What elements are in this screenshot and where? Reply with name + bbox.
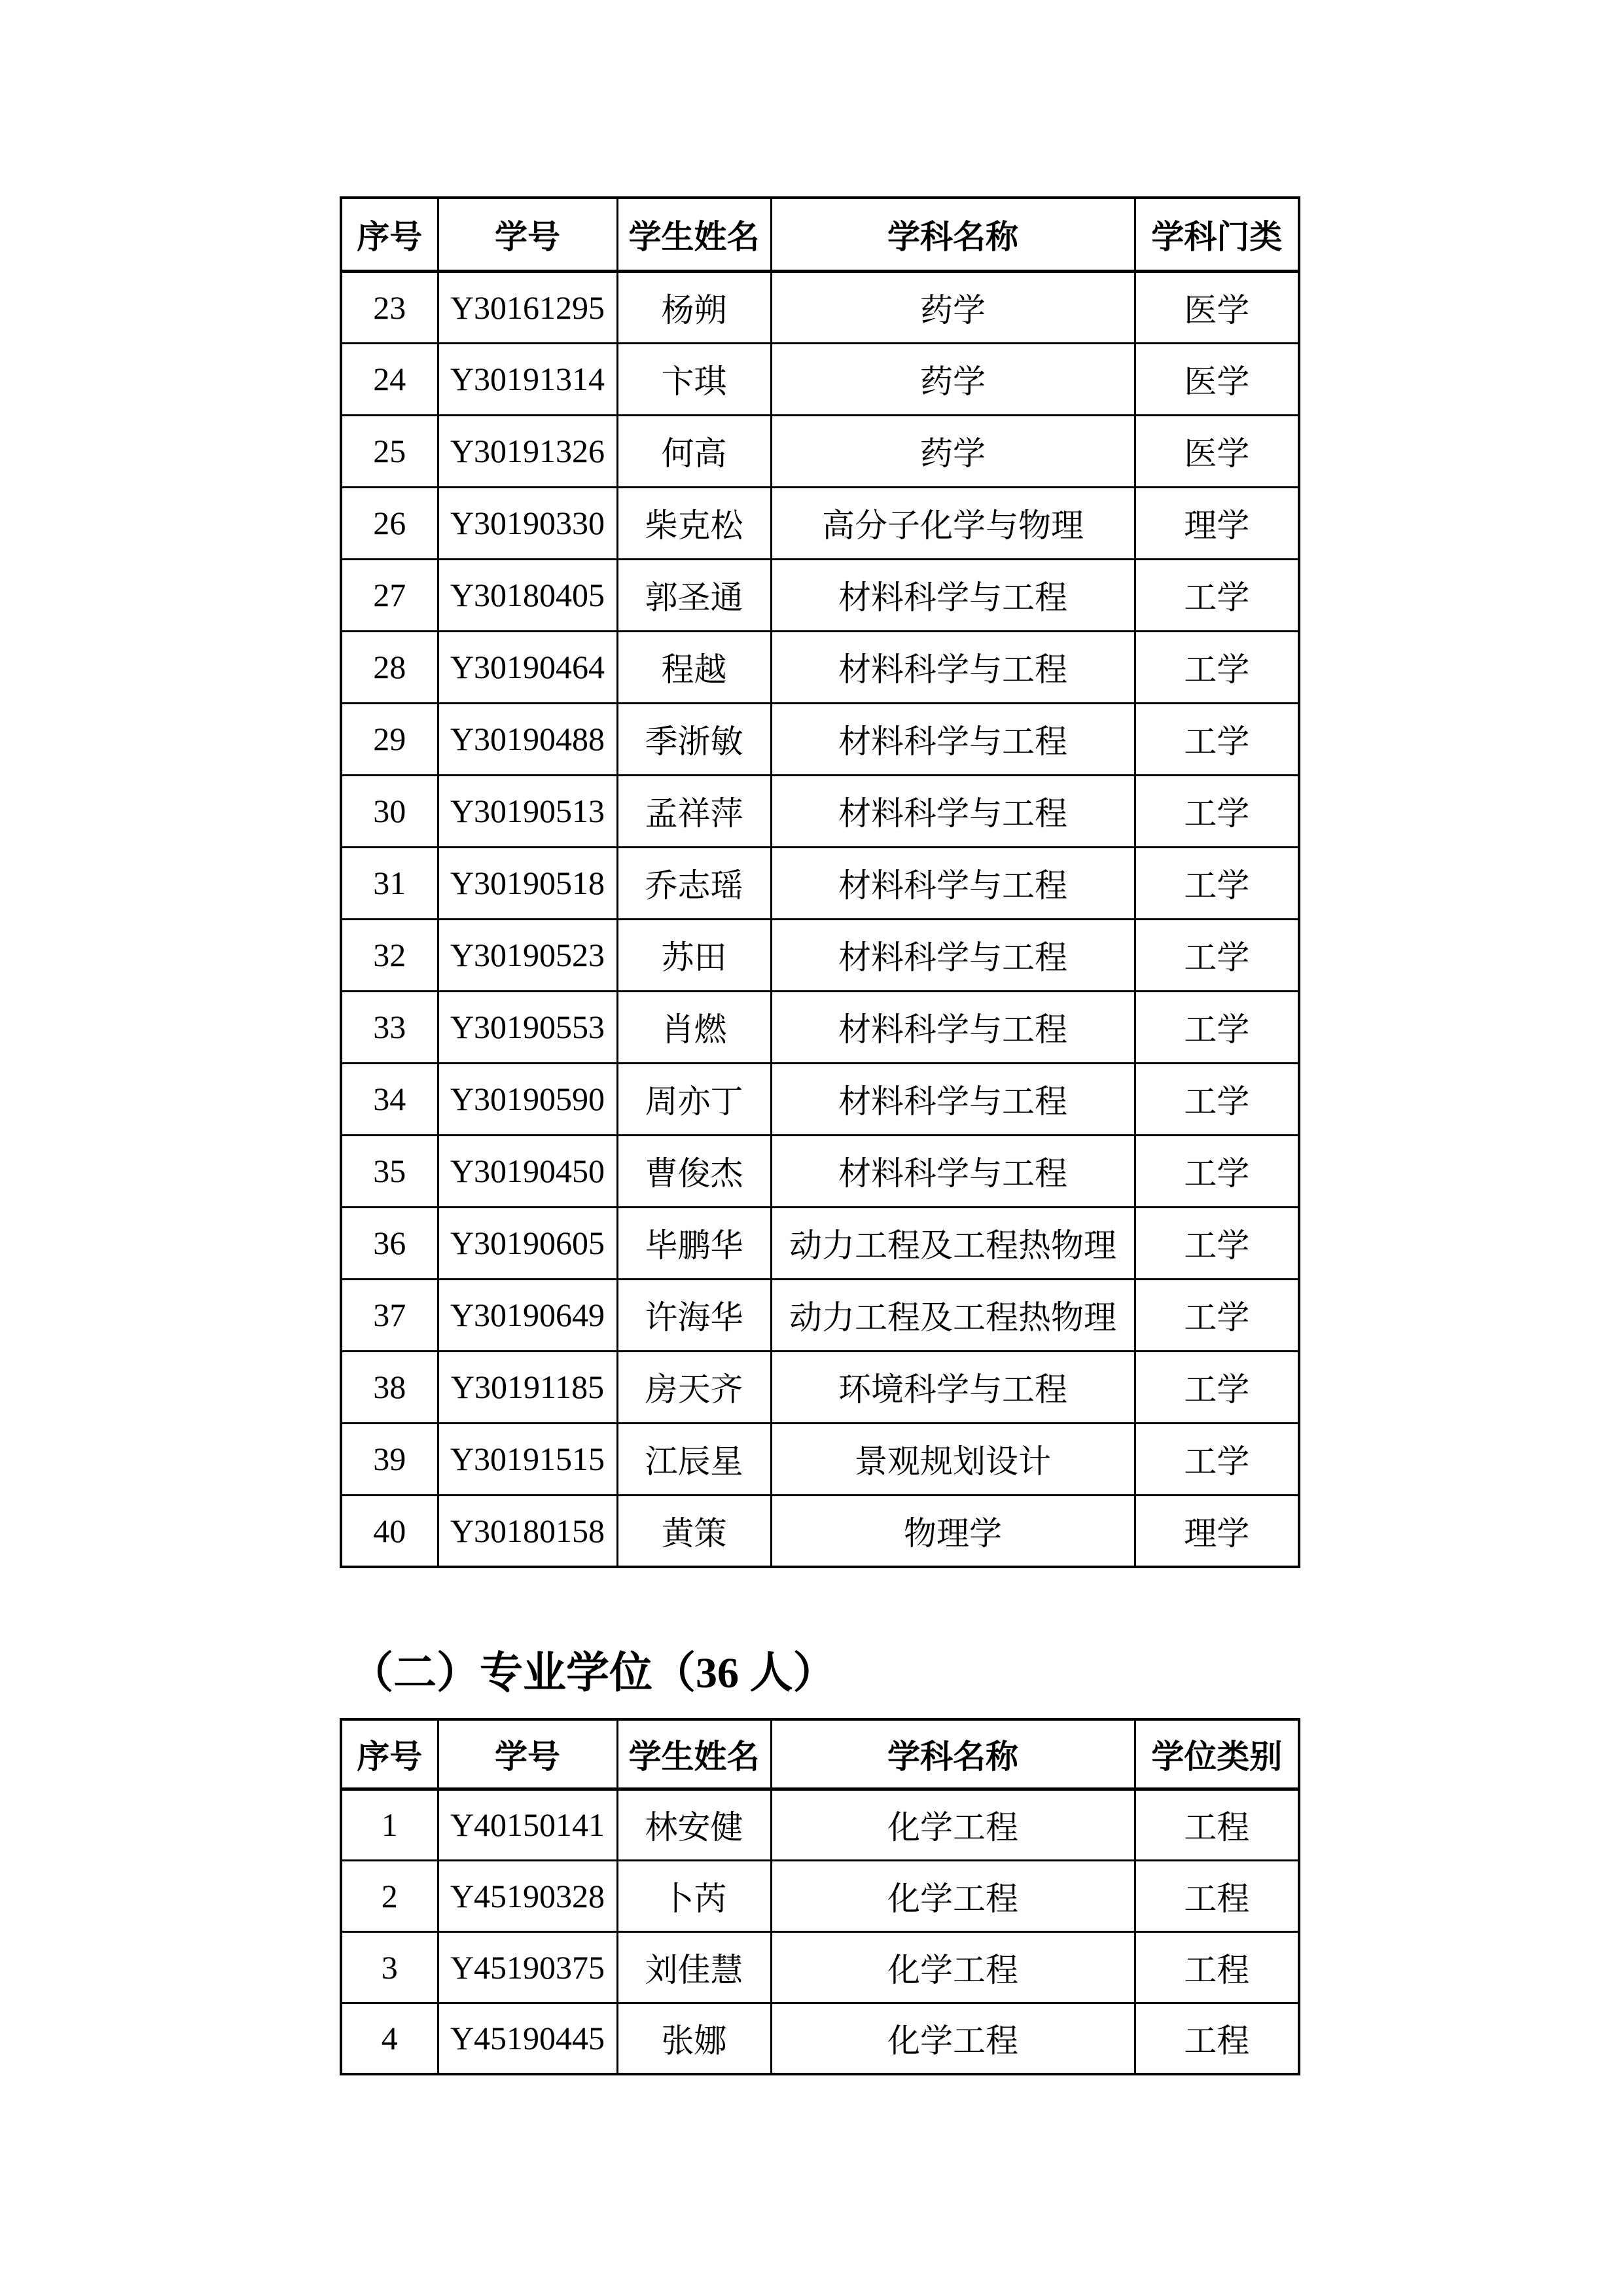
cell-student-id: Y30191185 — [438, 1351, 617, 1423]
table-row — [341, 1423, 1299, 1495]
table-row — [341, 991, 1299, 1063]
cell-student-name: 江辰星 — [617, 1423, 771, 1495]
cell-student-id: Y30180405 — [438, 559, 617, 631]
cell-seq: 3 — [341, 1931, 438, 2003]
cell-student-id: Y30190464 — [438, 631, 617, 703]
table-row — [341, 559, 1299, 631]
cell-student-name: 周亦丁 — [617, 1063, 771, 1135]
cell-subject-name: 化学工程 — [771, 1931, 1135, 2003]
cell-student-id: Y30191515 — [438, 1423, 617, 1495]
table-row — [341, 2003, 1299, 2074]
cell-seq: 37 — [341, 1279, 438, 1351]
header-seq: 序号 — [341, 1719, 438, 1789]
cell-student-id: Y30190523 — [438, 919, 617, 991]
cell-subject-name: 化学工程 — [771, 1789, 1135, 1860]
cell-student-name: 房天齐 — [617, 1351, 771, 1423]
cell-seq: 29 — [341, 703, 438, 775]
cell-subject-name: 材料科学与工程 — [771, 847, 1135, 919]
cell-subject-name: 材料科学与工程 — [771, 1063, 1135, 1135]
header-subject-name: 学科名称 — [771, 1719, 1135, 1789]
cell-student-name: 张娜 — [617, 2003, 771, 2074]
cell-student-name: 毕鹏华 — [617, 1207, 771, 1279]
cell-student-id: Y30190450 — [438, 1135, 617, 1207]
table-row — [341, 1931, 1299, 2003]
cell-student-id: Y30190518 — [438, 847, 617, 919]
cell-student-name: 刘佳慧 — [617, 1931, 771, 2003]
cell-seq: 28 — [341, 631, 438, 703]
cell-seq: 39 — [341, 1423, 438, 1495]
cell-student-name: 卞琪 — [617, 343, 771, 415]
cell-seq: 40 — [341, 1495, 438, 1567]
table-header-row — [341, 198, 1299, 271]
cell-student-name: 许海华 — [617, 1279, 771, 1351]
cell-seq: 4 — [341, 2003, 438, 2074]
cell-student-name: 卜芮 — [617, 1860, 771, 1931]
cell-student-name: 杨朔 — [617, 271, 771, 343]
cell-category: 医学 — [1135, 415, 1299, 487]
cell-student-id: Y30190605 — [438, 1207, 617, 1279]
cell-seq: 35 — [341, 1135, 438, 1207]
cell-seq: 33 — [341, 991, 438, 1063]
cell-subject-name: 材料科学与工程 — [771, 1135, 1135, 1207]
cell-seq: 30 — [341, 775, 438, 847]
cell-subject-name: 景观规划设计 — [771, 1423, 1135, 1495]
cell-student-name: 苏田 — [617, 919, 771, 991]
cell-student-id: Y45190375 — [438, 1931, 617, 2003]
cell-category: 医学 — [1135, 343, 1299, 415]
header-subject-category: 学科门类 — [1135, 198, 1299, 271]
cell-category: 工学 — [1135, 703, 1299, 775]
cell-subject-name: 药学 — [771, 415, 1135, 487]
cell-student-id: Y30190590 — [438, 1063, 617, 1135]
header-student-id: 学号 — [438, 1719, 617, 1789]
header-student-name: 学生姓名 — [617, 198, 771, 271]
header-student-id: 学号 — [438, 198, 617, 271]
cell-seq: 27 — [341, 559, 438, 631]
cell-category: 工学 — [1135, 1063, 1299, 1135]
cell-subject-name: 动力工程及工程热物理 — [771, 1279, 1135, 1351]
table-row — [341, 631, 1299, 703]
table-row — [341, 1063, 1299, 1135]
table-row — [341, 487, 1299, 559]
cell-seq: 1 — [341, 1789, 438, 1860]
cell-category: 工学 — [1135, 1423, 1299, 1495]
cell-seq: 26 — [341, 487, 438, 559]
section-heading: （二）专业学位（36 人） — [350, 1649, 836, 1697]
table-body — [341, 1789, 1299, 2074]
cell-seq: 23 — [341, 271, 438, 343]
cell-category: 工学 — [1135, 631, 1299, 703]
cell-category: 理学 — [1135, 487, 1299, 559]
cell-student-name: 曹俊杰 — [617, 1135, 771, 1207]
cell-category: 工学 — [1135, 775, 1299, 847]
cell-seq: 32 — [341, 919, 438, 991]
cell-subject-name: 化学工程 — [771, 1860, 1135, 1931]
cell-subject-name: 材料科学与工程 — [771, 631, 1135, 703]
cell-category: 工程 — [1135, 1789, 1299, 1860]
cell-student-name: 郭圣通 — [617, 559, 771, 631]
cell-student-name: 黄策 — [617, 1495, 771, 1567]
cell-seq: 2 — [341, 1860, 438, 1931]
cell-student-name: 肖燃 — [617, 991, 771, 1063]
cell-category: 理学 — [1135, 1495, 1299, 1567]
cell-student-name: 林安健 — [617, 1789, 771, 1860]
table-row — [341, 1207, 1299, 1279]
cell-category: 工学 — [1135, 991, 1299, 1063]
cell-student-id: Y40150141 — [438, 1789, 617, 1860]
cell-category: 工学 — [1135, 847, 1299, 919]
cell-subject-name: 动力工程及工程热物理 — [771, 1207, 1135, 1279]
cell-subject-name: 药学 — [771, 271, 1135, 343]
cell-seq: 36 — [341, 1207, 438, 1279]
cell-seq: 24 — [341, 343, 438, 415]
table-row — [341, 271, 1299, 343]
cell-student-id: Y30180158 — [438, 1495, 617, 1567]
table-row — [341, 919, 1299, 991]
header-subject-name: 学科名称 — [771, 198, 1135, 271]
cell-subject-name: 药学 — [771, 343, 1135, 415]
cell-student-name: 乔志瑶 — [617, 847, 771, 919]
cell-student-name: 柴克松 — [617, 487, 771, 559]
table-row — [341, 847, 1299, 919]
cell-seq: 31 — [341, 847, 438, 919]
cell-subject-name: 材料科学与工程 — [771, 775, 1135, 847]
header-student-name: 学生姓名 — [617, 1719, 771, 1789]
table-row — [341, 1495, 1299, 1567]
cell-student-id: Y30190330 — [438, 487, 617, 559]
cell-subject-name: 材料科学与工程 — [771, 559, 1135, 631]
table-header-row — [341, 1719, 1299, 1789]
cell-student-name: 孟祥萍 — [617, 775, 771, 847]
academic-degree-table — [340, 196, 1300, 1568]
table-row — [341, 775, 1299, 847]
cell-student-name: 程越 — [617, 631, 771, 703]
cell-subject-name: 材料科学与工程 — [771, 919, 1135, 991]
cell-seq: 34 — [341, 1063, 438, 1135]
table-body — [341, 271, 1299, 1567]
header-degree-category: 学位类别 — [1135, 1719, 1299, 1789]
cell-category: 工学 — [1135, 559, 1299, 631]
header-seq: 序号 — [341, 198, 438, 271]
table-row — [341, 1351, 1299, 1423]
cell-category: 工学 — [1135, 1351, 1299, 1423]
table-row — [341, 415, 1299, 487]
cell-subject-name: 物理学 — [771, 1495, 1135, 1567]
table-row — [341, 1279, 1299, 1351]
cell-subject-name: 高分子化学与物理 — [771, 487, 1135, 559]
cell-subject-name: 材料科学与工程 — [771, 991, 1135, 1063]
cell-student-id: Y45190328 — [438, 1860, 617, 1931]
cell-student-name: 季浙敏 — [617, 703, 771, 775]
cell-category: 工程 — [1135, 1931, 1299, 2003]
table-row — [341, 703, 1299, 775]
cell-student-id: Y30161295 — [438, 271, 617, 343]
cell-student-id: Y30190649 — [438, 1279, 617, 1351]
cell-category: 工程 — [1135, 2003, 1299, 2074]
table-row — [341, 343, 1299, 415]
cell-student-id: Y30191314 — [438, 343, 617, 415]
cell-student-name: 何高 — [617, 415, 771, 487]
cell-category: 工学 — [1135, 1279, 1299, 1351]
cell-subject-name: 化学工程 — [771, 2003, 1135, 2074]
table-row — [341, 1860, 1299, 1931]
cell-student-id: Y45190445 — [438, 2003, 617, 2074]
professional-degree-table — [340, 1718, 1300, 2075]
cell-subject-name: 材料科学与工程 — [771, 703, 1135, 775]
cell-subject-name: 环境科学与工程 — [771, 1351, 1135, 1423]
cell-seq: 38 — [341, 1351, 438, 1423]
cell-category: 工学 — [1135, 1135, 1299, 1207]
cell-student-id: Y30191326 — [438, 415, 617, 487]
table-row — [341, 1135, 1299, 1207]
cell-category: 工程 — [1135, 1860, 1299, 1931]
cell-student-id: Y30190553 — [438, 991, 617, 1063]
cell-category: 医学 — [1135, 271, 1299, 343]
cell-student-id: Y30190513 — [438, 775, 617, 847]
cell-category: 工学 — [1135, 1207, 1299, 1279]
cell-seq: 25 — [341, 415, 438, 487]
table-row — [341, 1789, 1299, 1860]
cell-category: 工学 — [1135, 919, 1299, 991]
cell-student-id: Y30190488 — [438, 703, 617, 775]
